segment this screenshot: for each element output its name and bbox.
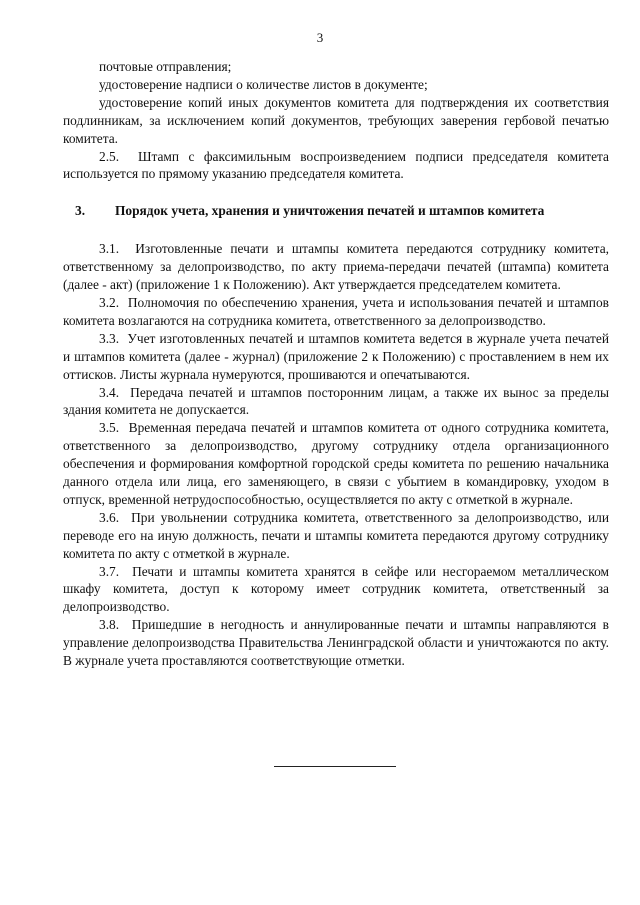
clause-3-8: 3.8. Пришедшие в негодность и аннулированные печати и штампы направляются в управление делопроизводства Правительства Ленинградской области и уничтожаются по акту. В журнале учета проставляются соответствующие отметки. [63, 617, 609, 669]
list-item-page-count: удостоверение надписи о количестве листов в документе; [99, 76, 428, 92]
clause-3-1: 3.1. Изготовленные печати и штампы комитета передаются сотруднику комитета, ответственному за делопроизводство, по акту приема-передачи печатей (штампа) комитета (далее - акт) (приложение 1 к Положению). Акт утверждается председателем комитета. [63, 241, 609, 293]
section-heading [63, 202, 609, 220]
page-number: 3 [316, 30, 324, 45]
clause-3-6: 3.6. При увольнении сотрудника комитета, ответственного за делопроизводство, или переводе его на иную должность, печати и штампы комитета передаются другому сотруднику комитета по акту с отметкой в журнале. [63, 509, 609, 561]
clause-3-7: 3.7. Печати и штампы комитета хранятся в сейфе или несгораемом металлическом шкафу комитета, доступ к которому имеет сотрудник комитета, ответственный за делопроизводство. [63, 563, 609, 615]
clause-3-3: 3.3. Учет изготовленных печатей и штампов комитета ведется в журнале учета печатей и штампов комитета (далее - журнал) (приложение 2 к Положению) с проставлением в нем их оттисков. Листы журнала нумеруются, прошиваются и опечатываются. [63, 330, 609, 382]
list-item-copies: удостоверение копий иных документов комитета для подтверждения их соответствия подлинникам, за исключением копий документов, требующих заверения гербовой печатью комитета. [63, 94, 609, 146]
end-divider-line [274, 766, 396, 767]
section-number: 3. [75, 203, 86, 219]
clause-3-4: 3.4. Передача печатей и штампов посторонним лицам, а также их вынос за пределы здания комитета не допускается. [63, 384, 609, 418]
list-item-postal: почтовые отправления; [99, 59, 232, 74]
document-body [63, 58, 609, 670]
section-title: Порядок учета, хранения и уничтожения печатей и штампов комитета [115, 203, 545, 219]
clause-3-5: 3.5. Временная передача печатей и штампов комитета от одного сотрудника комитета, ответственного за делопроизводство, другому сотруднику отдела организационного обеспечения и формирования комфортной городской среды комитета по решению начальника данного отдела или лица, его заменяющего, в связи с убытием в командировку, уходом в отпуск, временной нетрудоспособностью, осуществляется по акту с отметкой в журнале. [63, 420, 609, 507]
clause-2-5: 2.5. Штамп с факсимильным воспроизведением подписи председателя комитета используется по прямому указанию председателя комитета. [63, 148, 609, 182]
clause-3-2: 3.2. Полномочия по обеспечению хранения, учета и использования печатей и штампов комитета возлагаются на сотрудника комитета, ответственного за делопроизводство. [63, 294, 609, 328]
